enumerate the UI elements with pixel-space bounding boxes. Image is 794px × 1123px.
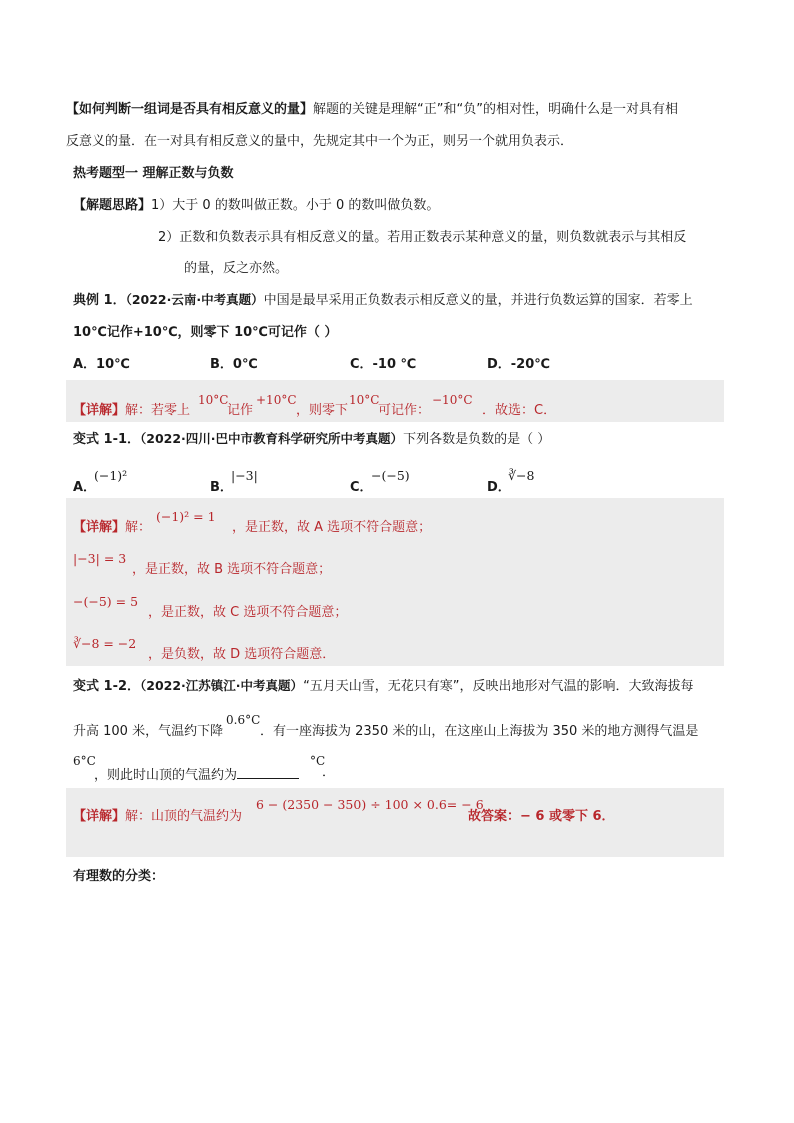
variant12-stem-1 [73, 680, 694, 693]
detail-text: 可记作： [378, 403, 431, 418]
thinking-point-1: 1）大于 0 的数叫做正数。小于 0 的数叫做负数。 [151, 198, 440, 213]
variant11-detail-row-1 [73, 521, 151, 534]
variant12-line-2a: 升高 100 米，气温约下降 [73, 724, 224, 739]
variant12-detail [73, 810, 242, 823]
intro-heading: 【如何判断一组词是否具有相反意义的量】 [66, 102, 314, 117]
example1-math-4: −10°C [432, 393, 473, 407]
classification-title: 有理数的分类： [73, 869, 165, 884]
example1-stem-1 [73, 294, 693, 307]
variant12-unit: °C [310, 754, 326, 768]
thinking-label: 【解题思路】 [73, 198, 152, 213]
variant12-math-temp-drop: 0.6°C [226, 713, 261, 727]
variant11-row2-text: ，是正数，故 B 选项不符合题意； [132, 562, 332, 577]
variant11-row1-text: ，是正数，故 A 选项不符合题意； [232, 520, 432, 535]
detail-text: 解：若零上 [125, 403, 191, 418]
variant11-option-d-letter: D． [487, 480, 511, 495]
variant11-row2-expr: |−3| = 3 [73, 551, 127, 566]
detail-text: 记作 [227, 403, 254, 418]
section-title: 热考题型一 理解正数与负数 [73, 166, 234, 181]
variant12-detail-math: 6 − (2350 − 350) ÷ 100 × 0.6= − 6 [256, 797, 484, 812]
example1-detail [73, 404, 190, 417]
variant11-option-a-letter: A． [73, 480, 97, 495]
example1-source: （2022·云南·中考真题） [125, 292, 264, 307]
variant12-line-3a [94, 766, 299, 782]
variant12-label: 变式 1-2． [73, 679, 141, 694]
example1-option-b: B．0℃ [210, 357, 258, 372]
detail-text: 解：山顶的气温约为 [125, 809, 243, 824]
example1-stem-text: 中国是最早采用正负数表示相反意义的量，并进行负数运算的国家．若零上 [263, 293, 693, 308]
variant11-option-c-letter: C． [350, 480, 373, 495]
variant11-option-d-expr: ∛−8 [508, 468, 535, 483]
thinking-line-1 [73, 199, 439, 212]
detail-text: ，则零下 [296, 403, 349, 418]
variant11-row4-text: ，是负数，故 D 选项符合题意． [148, 647, 336, 662]
example1-detail-label: 【详解】 [73, 403, 126, 418]
example1-math-3: 10°C [349, 393, 380, 407]
variant11-label: 变式 1-1． [73, 432, 141, 447]
variant11-row4-expr: ∛−8 = −2 [73, 636, 137, 651]
variant12-line-3-end: ． [322, 765, 336, 780]
variant11-option-b-letter: B． [210, 480, 233, 495]
variant11-stem-text: 下列各数是负数的是（ ） [403, 432, 551, 447]
example1-math-2: +10°C [256, 393, 297, 407]
variant11-option-b-expr: |−3| [231, 468, 258, 483]
variant11-row3-text: ，是正数，故 C 选项不符合题意； [148, 605, 348, 620]
example1-option-c: C．-10 ℃ [350, 357, 417, 372]
variant12-stem-text: “五月天山雪，无花只有寒”，反映出地形对气温的影响．大致海拔每 [303, 679, 694, 694]
variant12-math-temp: 6°C [73, 754, 96, 768]
answer-blank[interactable] [237, 766, 299, 779]
variant11-stem [73, 433, 550, 446]
variant12-line-2b: ．有一座海拔为 2350 米的山，在这座山上海拔为 350 米的地方测得气温是 [260, 724, 699, 739]
variant12-answer: 故答案：− 6 或零下 6． [468, 809, 615, 824]
example1-answer: ．故选：C． [482, 403, 557, 418]
variant11-option-c-expr: −(−5) [371, 468, 410, 483]
example1-option-d: D．-20℃ [487, 357, 551, 372]
variant11-row1-expr: (−1)² = 1 [156, 509, 216, 524]
variant11-option-a-expr: (−1)² [94, 468, 128, 483]
example1-label: 典例 1． [73, 293, 126, 308]
thinking-point-2: 2）正数和负数表示具有相反意义的量。若用正数表示某种意义的量，则负数就表示与其相反 [158, 230, 687, 245]
detail-text: 解： [125, 520, 152, 535]
variant12-source: （2022·江苏镇江·中考真题） [140, 678, 304, 693]
example1-math-1: 10°C [198, 393, 229, 407]
variant12-detail-label: 【详解】 [73, 809, 126, 824]
intro-text-1: 解题的关键是理解“正”和“负”的相对性，明确什么是一对具有相 [313, 102, 678, 117]
intro-line-2: 反意义的量．在一对具有相反意义的量中，先规定其中一个为正，则另一个就用负表示． [66, 134, 574, 149]
variant11-row3-expr: −(−5) = 5 [73, 594, 139, 609]
variant12-line-3-text: ，则此时山顶的气温约为 [94, 768, 238, 783]
example1-option-a: A．10℃ [73, 357, 130, 372]
thinking-point-2-cont: 的量，反之亦然。 [184, 261, 289, 276]
variant11-source: （2022·四川·巴中市教育科学研究所中考真题） [140, 431, 404, 446]
intro-line-1 [66, 103, 678, 116]
example1-stem-2: 10℃记作+10℃，则零下 10℃可记作（ ） [73, 325, 338, 340]
variant11-detail-label: 【详解】 [73, 520, 126, 535]
